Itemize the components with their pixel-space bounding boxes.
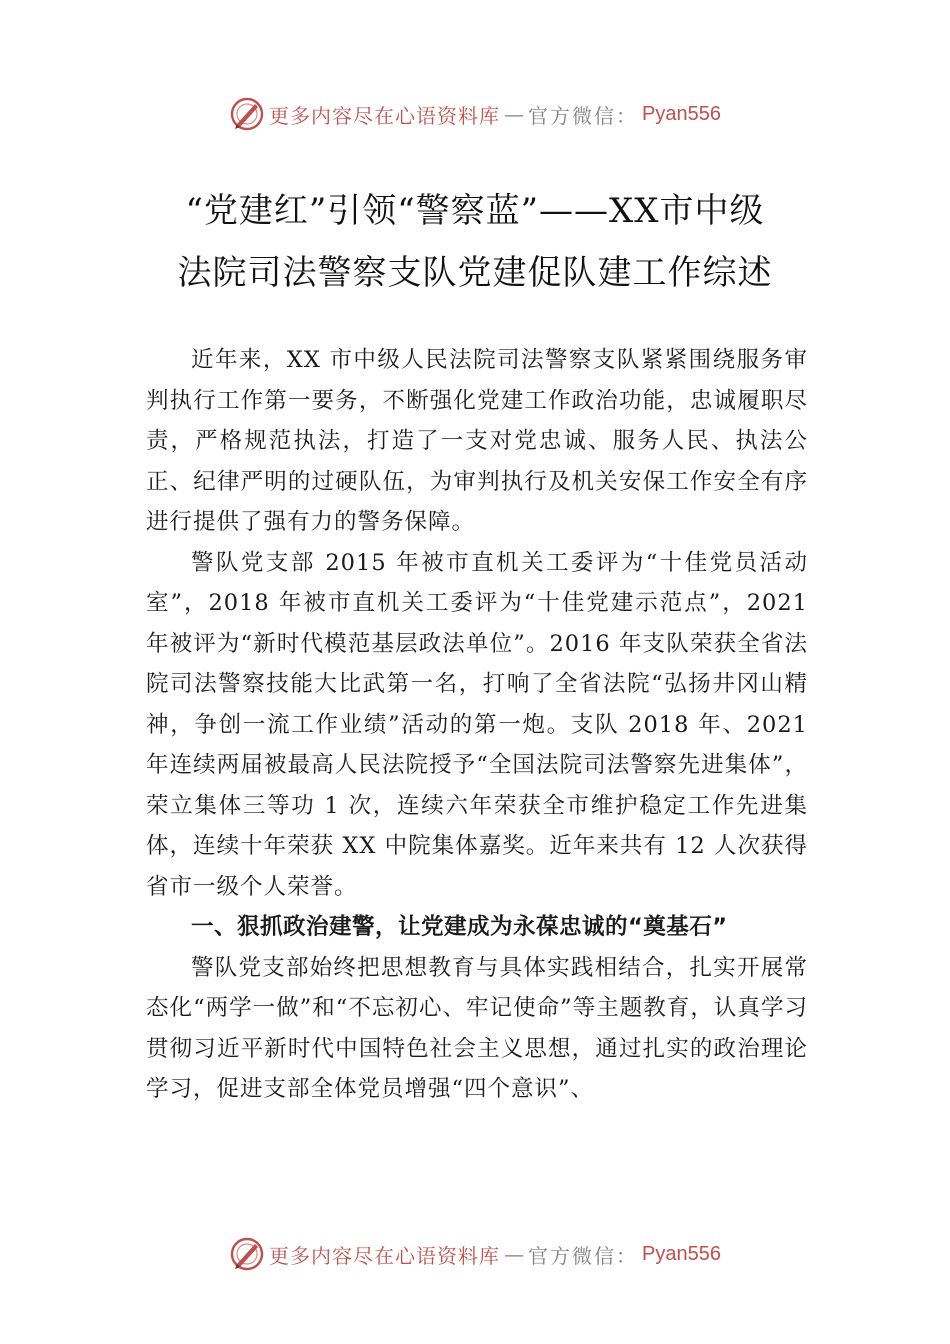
section-heading-1: 一、狠抓政治建警，让党建成为永葆忠诚的“奠基石” — [191, 914, 728, 940]
watermark-banner-top — [0, 92, 950, 136]
watermark-separator: — — [504, 102, 525, 126]
title-line-2: 法院司法警察支队党建促队建工作综述 — [177, 253, 773, 293]
watermark-official: 官方微信： — [528, 103, 639, 128]
paragraph-section-1: 警队党支部始终把思想教育与具体实践相结合，扎实开展常态化“两学一做”和“不忘初心、牢记使命”等主题教育，认真学习贯彻习近平新时代中国特色社会主义思想，通过扎实的政治理论学习，促进支部全体党员增强“四个意识”、 — [146, 954, 808, 1102]
pen-logo-icon — [229, 1236, 265, 1272]
title-line-1: “党建红”引领“警察蓝”——XX市中级 — [185, 191, 765, 231]
document-title — [100, 180, 850, 304]
watermark-wechat-id: Pyan556 — [642, 102, 721, 125]
paragraph-honors: 警队党支部 2015 年被市直机关工委评为“十佳党员活动室”，2018 年被市直机关工委评为“十佳党建示范点”，2021 年被评为“新时代模范基层政法单位”。2016 年支队荣获全省法院司法警察技能大比武第一名，打响了全省法院“弘扬井冈山精神，争创一流工作业绩”活动的第一炮。支队 2018 年、2021 年连续两届被最高人民法院授予“全国法院司法警察先进集体”，荣立集体三等功 1 次，连续六年荣获全市维护稳定工作先进集体，连续十年荣获 XX 中院集体嘉奖。近年来共有 12 人次获得省市一级个人荣誉。 — [146, 549, 808, 900]
watermark-banner-bottom — [0, 1232, 950, 1276]
watermark-brand: 更多内容尽在心语资料库 — [269, 103, 501, 128]
watermark-wechat-id: Pyan556 — [642, 1242, 721, 1265]
pen-logo-icon — [229, 96, 265, 132]
watermark-official: 官方微信： — [528, 1243, 639, 1268]
document-body — [146, 340, 808, 1110]
watermark-brand: 更多内容尽在心语资料库 — [269, 1243, 501, 1268]
paragraph-intro: 近年来，XX 市中级人民法院司法警察支队紧紧围绕服务审判执行工作第一要务，不断强化党建工作政治功能，忠诚履职尽责，严格规范执法，打造了一支对党忠诚、服务人民、执法公正、纪律严明的过硬队伍，为审判执行及机关安保工作安全有序进行提供了强有力的警务保障。 — [146, 347, 808, 535]
watermark-separator: — — [504, 1242, 525, 1266]
